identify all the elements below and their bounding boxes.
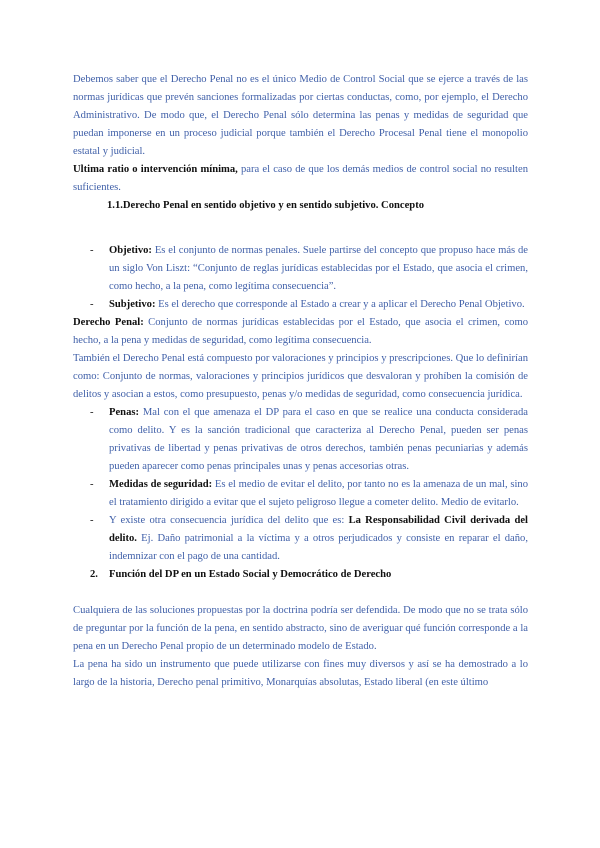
- medidas-term: Medidas de seguridad:: [109, 479, 213, 490]
- objetivo-term: Objetivo:: [109, 245, 152, 256]
- subjetivo-text: Es el derecho que corresponde al Estado a crear y a aplicar el Derecho Penal Objetivo.: [155, 299, 525, 310]
- dash-bullet: -: [90, 245, 94, 256]
- penas-term: Penas:: [109, 407, 140, 418]
- paragraph-ultima-ratio: [73, 161, 528, 197]
- objetivo-text: Es el conjunto de normas penales. Suele partirse del concepto que propuso hace más de un siglo Von Liszt: “Conjunto de reglas jurídicas establecidas por el Estado, que asocia el crimen, como hecho, a la pena, como legítima consecuencia”.: [109, 245, 528, 292]
- paragraph-soluciones: Cualquiera de las soluciones propuestas por la doctrina podría ser defendida. De modo que no se trata sólo de preguntar por la función de la pena, en sentido abstracto, sino de averiguar qué función corresponde a la pena en un Derecho Penal propio de un determinado modelo de Estado.: [73, 605, 528, 652]
- list-item-responsabilidad: [73, 512, 528, 566]
- ultima-ratio-text: para el caso de que los demás medios de control social no resulten suficientes.: [73, 164, 528, 193]
- paragraph-control-social: Debemos saber que el Derecho Penal no es el único Medio de Control Social que se ejerce a través de las normas jurídicas que prevén sanciones formalizadas por ciertas conductas, como, por ejemplo, el Derecho Administrativo. De modo que, el Derecho Penal sólo determina las penas y medidas de seguridad que puedan imponerse en un proceso judicial porque también el Derecho Procesal Penal tiene el monopolio estatal y judicial.: [73, 74, 528, 157]
- dash-bullet: -: [90, 479, 94, 490]
- responsabilidad-intro: Y existe otra consecuencia jurídica del delito que es:: [109, 515, 349, 526]
- dash-bullet: -: [90, 407, 94, 418]
- list-item-medidas: [73, 476, 528, 512]
- document-body: [73, 71, 528, 692]
- list-item-objetivo: [73, 242, 528, 296]
- section-title: Función del DP en un Estado Social y Democrático de Derecho: [109, 569, 392, 580]
- paragraph-valoraciones: También el Derecho Penal está compuesto por valoraciones y principios y prescripciones. Que lo definirían como: Conjunto de normas, valoraciones y principios jurídicos que desvaloran y prohíben la comisión de delitos y asocian a estos, como presupuesto, penas y/o medidas de seguridad, como consecuencia jurídica.: [73, 353, 528, 400]
- section-number: 2.: [90, 569, 98, 580]
- list-item-penas: [73, 404, 528, 476]
- dash-bullet: -: [90, 515, 94, 526]
- medidas-text: Es el medio de evitar el delito, por tanto no es la amenaza de un mal, sino el tratamiento dirigido a evitar que el sujeto peligroso llegue a cometer delito. Medio de evitarlo.: [109, 479, 528, 508]
- section-heading-1-1: 1.1.Derecho Penal en sentido objetivo y en sentido subjetivo. Concepto: [107, 200, 425, 211]
- blank-line: [73, 224, 528, 242]
- subjetivo-term: Subjetivo:: [109, 299, 156, 310]
- derecho-penal-text: Conjunto de normas jurídicas establecidas por el Estado, que asocia el crimen, como hecho, a la pena y medidas de seguridad, como legítima consecuencia.: [73, 317, 528, 346]
- paragraph-derecho-penal-def: [73, 314, 528, 350]
- derecho-penal-term: Derecho Penal:: [73, 317, 144, 328]
- blank-line: [73, 584, 528, 602]
- section-heading-2: [73, 566, 528, 584]
- ultima-ratio-term: Ultima ratio o intervención mínima,: [73, 164, 238, 175]
- dash-bullet: -: [90, 299, 94, 310]
- penas-text: Mal con el que amenaza el DP para el caso en que se realice una conducta considerada como delito. Y es la sanción tradicional que caracteriza al Derecho Penal, pueden ser penas privativas de libertad y penas privativas de otros derechos, también penas pecuniarias y además pueden aparecer como penas principales unas y penas accesorias otras.: [109, 407, 528, 472]
- responsabilidad-term: La Responsabilidad Civil derivada del delito.: [109, 515, 528, 544]
- paragraph-pena-instrumento: La pena ha sido un instrumento que puede utilizarse con fines muy diversos y así se ha demostrado a lo largo de la historia, Derecho penal primitivo, Monarquías absolutas, Estado liberal (en este último: [73, 659, 528, 688]
- responsabilidad-text: Ej. Daño patrimonial a la víctima y a otros perjudicados y consiste en reparar el daño, indemnizar con el pago de una cantidad.: [109, 533, 528, 562]
- list-item-subjetivo: [73, 296, 528, 314]
